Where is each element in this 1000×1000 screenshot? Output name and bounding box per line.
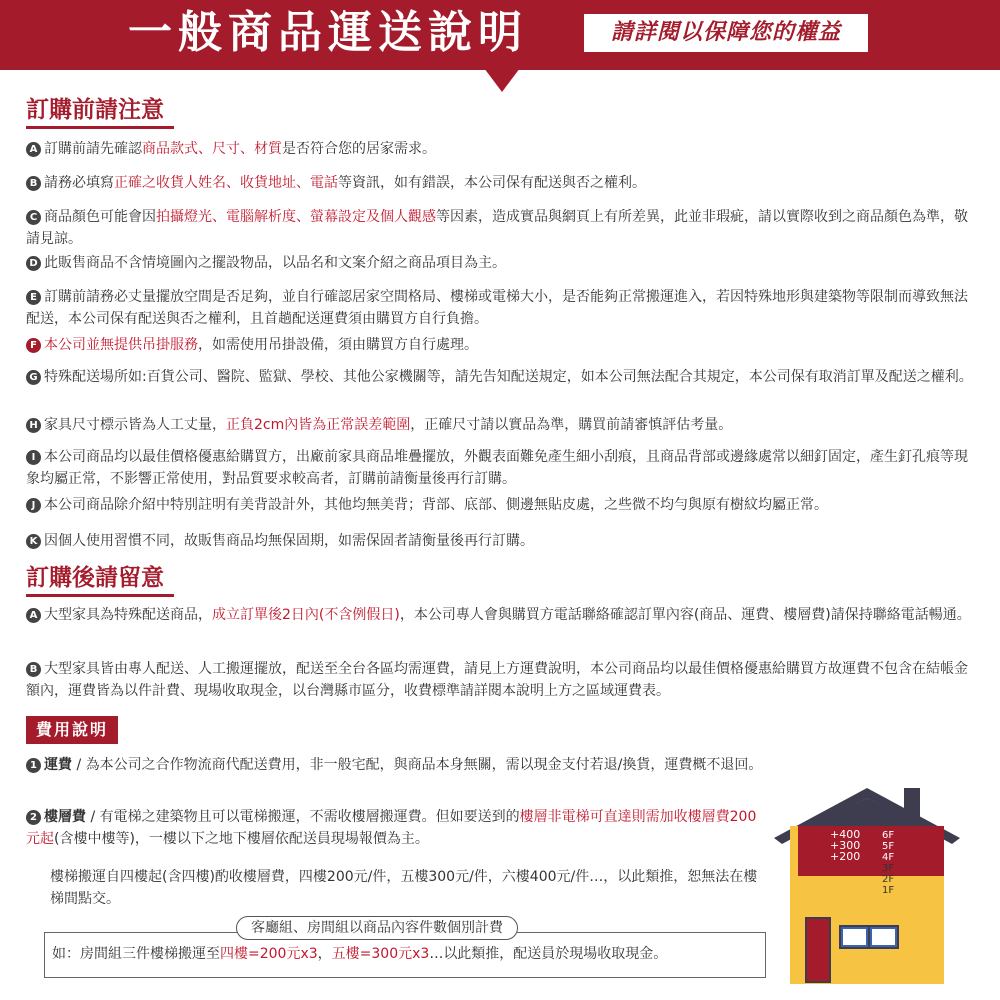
fee-text: / 為本公司之合作物流商代配送費用，非一般宅配，與商品本身無關，需以現金支付若退/換貨，運費概不退回。 <box>72 757 763 773</box>
fee-item-floor <box>26 806 768 850</box>
body-text: ，如需使用吊掛設備，須由購買方自行處理。 <box>198 337 478 353</box>
floor-label: 1F <box>882 885 895 896</box>
number-badge: 2 <box>26 810 41 825</box>
page-title: 一般商品運送說明 <box>128 7 528 58</box>
highlight-text: 成立訂單後2日內(不含例假日) <box>212 607 400 623</box>
highlight-text: 正負2cm內皆為正常誤差範圍 <box>226 417 411 433</box>
section-before-order-title: 訂購前請注意 <box>26 94 174 129</box>
body-text: 大型家具皆由專人配送、人工搬運擺放，配送至全台各區均需運費，請見上方運費說明，本公司商品均以最佳價格優惠給購買方故運費不包含在結帳金額內，運費皆為以件計費、現場收取現金，以台灣縣市區分，收費標準請詳閱本說明上方之區域運費表。 <box>26 661 968 699</box>
body-text: 特殊配送場所如:百貨公司、醫院、監獄、學校、其他公家機關等，請先告知配送規定，如本公司無法配合其規定，本公司保有取消訂單及配送之權利。 <box>44 369 973 385</box>
fee-label: 運費 <box>44 757 72 773</box>
highlight-text: 樓層非電梯可直達則需加收樓層費200元起 <box>26 809 757 847</box>
body-text: 訂購前請務必丈量擺放空間是否足夠，並自行確認居家空間格局、樓梯或電梯大小，是否能夠正常搬運進入，若因特殊地形與建築物等限制而導致無法配送，本公司保有配送與否之權利，且首趟配送運費須由購買方自行負擔。 <box>26 289 968 327</box>
house-illustration <box>772 788 962 984</box>
body-text: (含樓中樓等)，一樓以下之地下樓層依配送員現場報價為主。 <box>54 831 429 847</box>
floor-label: 4F <box>882 852 895 863</box>
floor-label: 6F <box>882 830 895 841</box>
highlight-text: 本公司並無提供吊掛服務 <box>44 337 198 353</box>
body-text: 請務必填寫 <box>44 175 114 191</box>
body-text: 是否符合您的居家需求。 <box>282 141 436 157</box>
list-item <box>26 172 974 194</box>
letter-badge: K <box>26 534 41 549</box>
letter-badge: D <box>26 256 41 271</box>
letter-badge: G <box>26 370 41 385</box>
body-text: / 有電梯之建築物且可以電梯搬運，不需收樓層搬運費。但如要送到的 <box>86 809 520 825</box>
list-item <box>26 334 974 356</box>
body-text: 此販售商品不含情境圖內之擺設物品，以品名和文案介紹之商品項目為主。 <box>44 255 506 271</box>
example-box-text <box>52 943 667 965</box>
letter-badge: H <box>26 418 41 433</box>
floor-label: 2F <box>882 874 895 885</box>
body-text: 等因素，造成實品與網頁上有所差異，此並非瑕疵，請以實際收到之商品顏色為準，敬請見諒。 <box>26 209 968 247</box>
body-text: 商品顏色可能會因 <box>44 209 156 225</box>
page-subtitle: 請詳閱以保障您的權益 <box>584 14 868 52</box>
list-item <box>26 206 974 250</box>
body-text: 如：房間組三件樓梯搬運至 <box>52 946 220 962</box>
body-text: 本公司商品除介紹中特別註明有美背設計外，其他均無美背；背部、底部、側邊無貼皮處，之些微不均勻與原有樹紋均屬正常。 <box>44 497 828 513</box>
letter-badge: F <box>26 338 41 353</box>
floor-fee-label: +400 <box>830 828 861 841</box>
list-item <box>26 252 974 274</box>
section-after-order-title: 訂購後請留意 <box>26 562 174 597</box>
floor-label: 5F <box>882 841 895 852</box>
body-text: …以此類推，配送員於現場收取現金。 <box>429 946 668 962</box>
highlight-text: 商品款式、尺寸、材質 <box>142 141 282 157</box>
letter-badge: J <box>26 498 41 513</box>
list-item <box>26 604 974 626</box>
highlight-text: 正確之收貨人姓名、收貨地址、電話 <box>114 175 338 191</box>
list-item <box>26 530 974 552</box>
door <box>806 918 830 982</box>
list-item <box>26 366 974 388</box>
window-pane-left <box>843 929 866 945</box>
body-text: 因個人使用習慣不同，故販售商品均無保固期，如需保固者請衡量後再行訂購。 <box>44 533 534 549</box>
list-item <box>26 494 974 516</box>
list-item <box>26 138 974 160</box>
body-text: 訂購前請先確認 <box>44 141 142 157</box>
floor-fee-label: +200 <box>830 850 861 863</box>
wall-left-edge <box>790 826 798 984</box>
letter-badge: B <box>26 176 41 191</box>
letter-badge: A <box>26 608 41 623</box>
body-text: ，正確尺寸請以實品為準，購買前請審慎評估考量。 <box>410 417 733 433</box>
list-item <box>26 286 974 330</box>
fee-labels <box>830 828 860 863</box>
list-item <box>26 658 974 702</box>
floor-labels <box>882 830 894 896</box>
letter-badge: I <box>26 450 41 465</box>
banner-pointer <box>484 68 520 92</box>
body-text: 大型家具為特殊配送商品， <box>44 607 212 623</box>
list-item <box>26 446 974 490</box>
window-pane-right <box>872 929 895 945</box>
letter-badge: E <box>26 290 41 305</box>
highlight-text: 四樓=200元x3 <box>220 946 318 962</box>
body-text: 家具尺寸標示皆為人工丈量， <box>44 417 226 433</box>
fee-section-title: 費用說明 <box>26 716 118 744</box>
list-item <box>26 414 974 436</box>
number-badge: 1 <box>26 758 41 773</box>
highlight-text: 五樓=300元x3 <box>331 946 430 962</box>
example-box-tag: 客廳組、房間組以商品內容件數個別計費 <box>236 916 518 940</box>
letter-badge: C <box>26 210 41 225</box>
body-text: 本公司商品均以最佳價格優惠給購買方，出廠前家具商品堆疊擺放，外觀表面難免產生細小刮痕，且商品背部或邊緣處常以細釘固定，產生釘孔痕等現象均屬正常，不影響正常使用，對品質要求較高者，訂購前請衡量後再行訂購。 <box>26 449 968 487</box>
body-text: ，本公司專人會與購買方電話聯絡確認訂單內容(商品、運費、樓層費)請保持聯絡電話暢通。 <box>399 607 971 623</box>
letter-badge: B <box>26 662 41 677</box>
fee-label: 樓層費 <box>44 809 86 825</box>
stairs-fee-text: 樓梯搬運自四樓起(含四樓)酌收樓層費，四樓200元/件，五樓300元/件，六樓400元/件…，以此類推，恕無法在樓梯間點交。 <box>50 869 758 907</box>
body-text: ， <box>317 946 332 962</box>
fee-item-shipping <box>26 754 974 776</box>
highlight-text: 拍攝燈光、電腦解析度、螢幕設定及個人觀感 <box>156 209 436 225</box>
letter-badge: A <box>26 142 41 157</box>
body-text: 等資訊，如有錯誤，本公司保有配送與否之權利。 <box>338 175 646 191</box>
floor-label: 3F <box>882 863 895 874</box>
floor-fee-label: +300 <box>830 839 861 852</box>
